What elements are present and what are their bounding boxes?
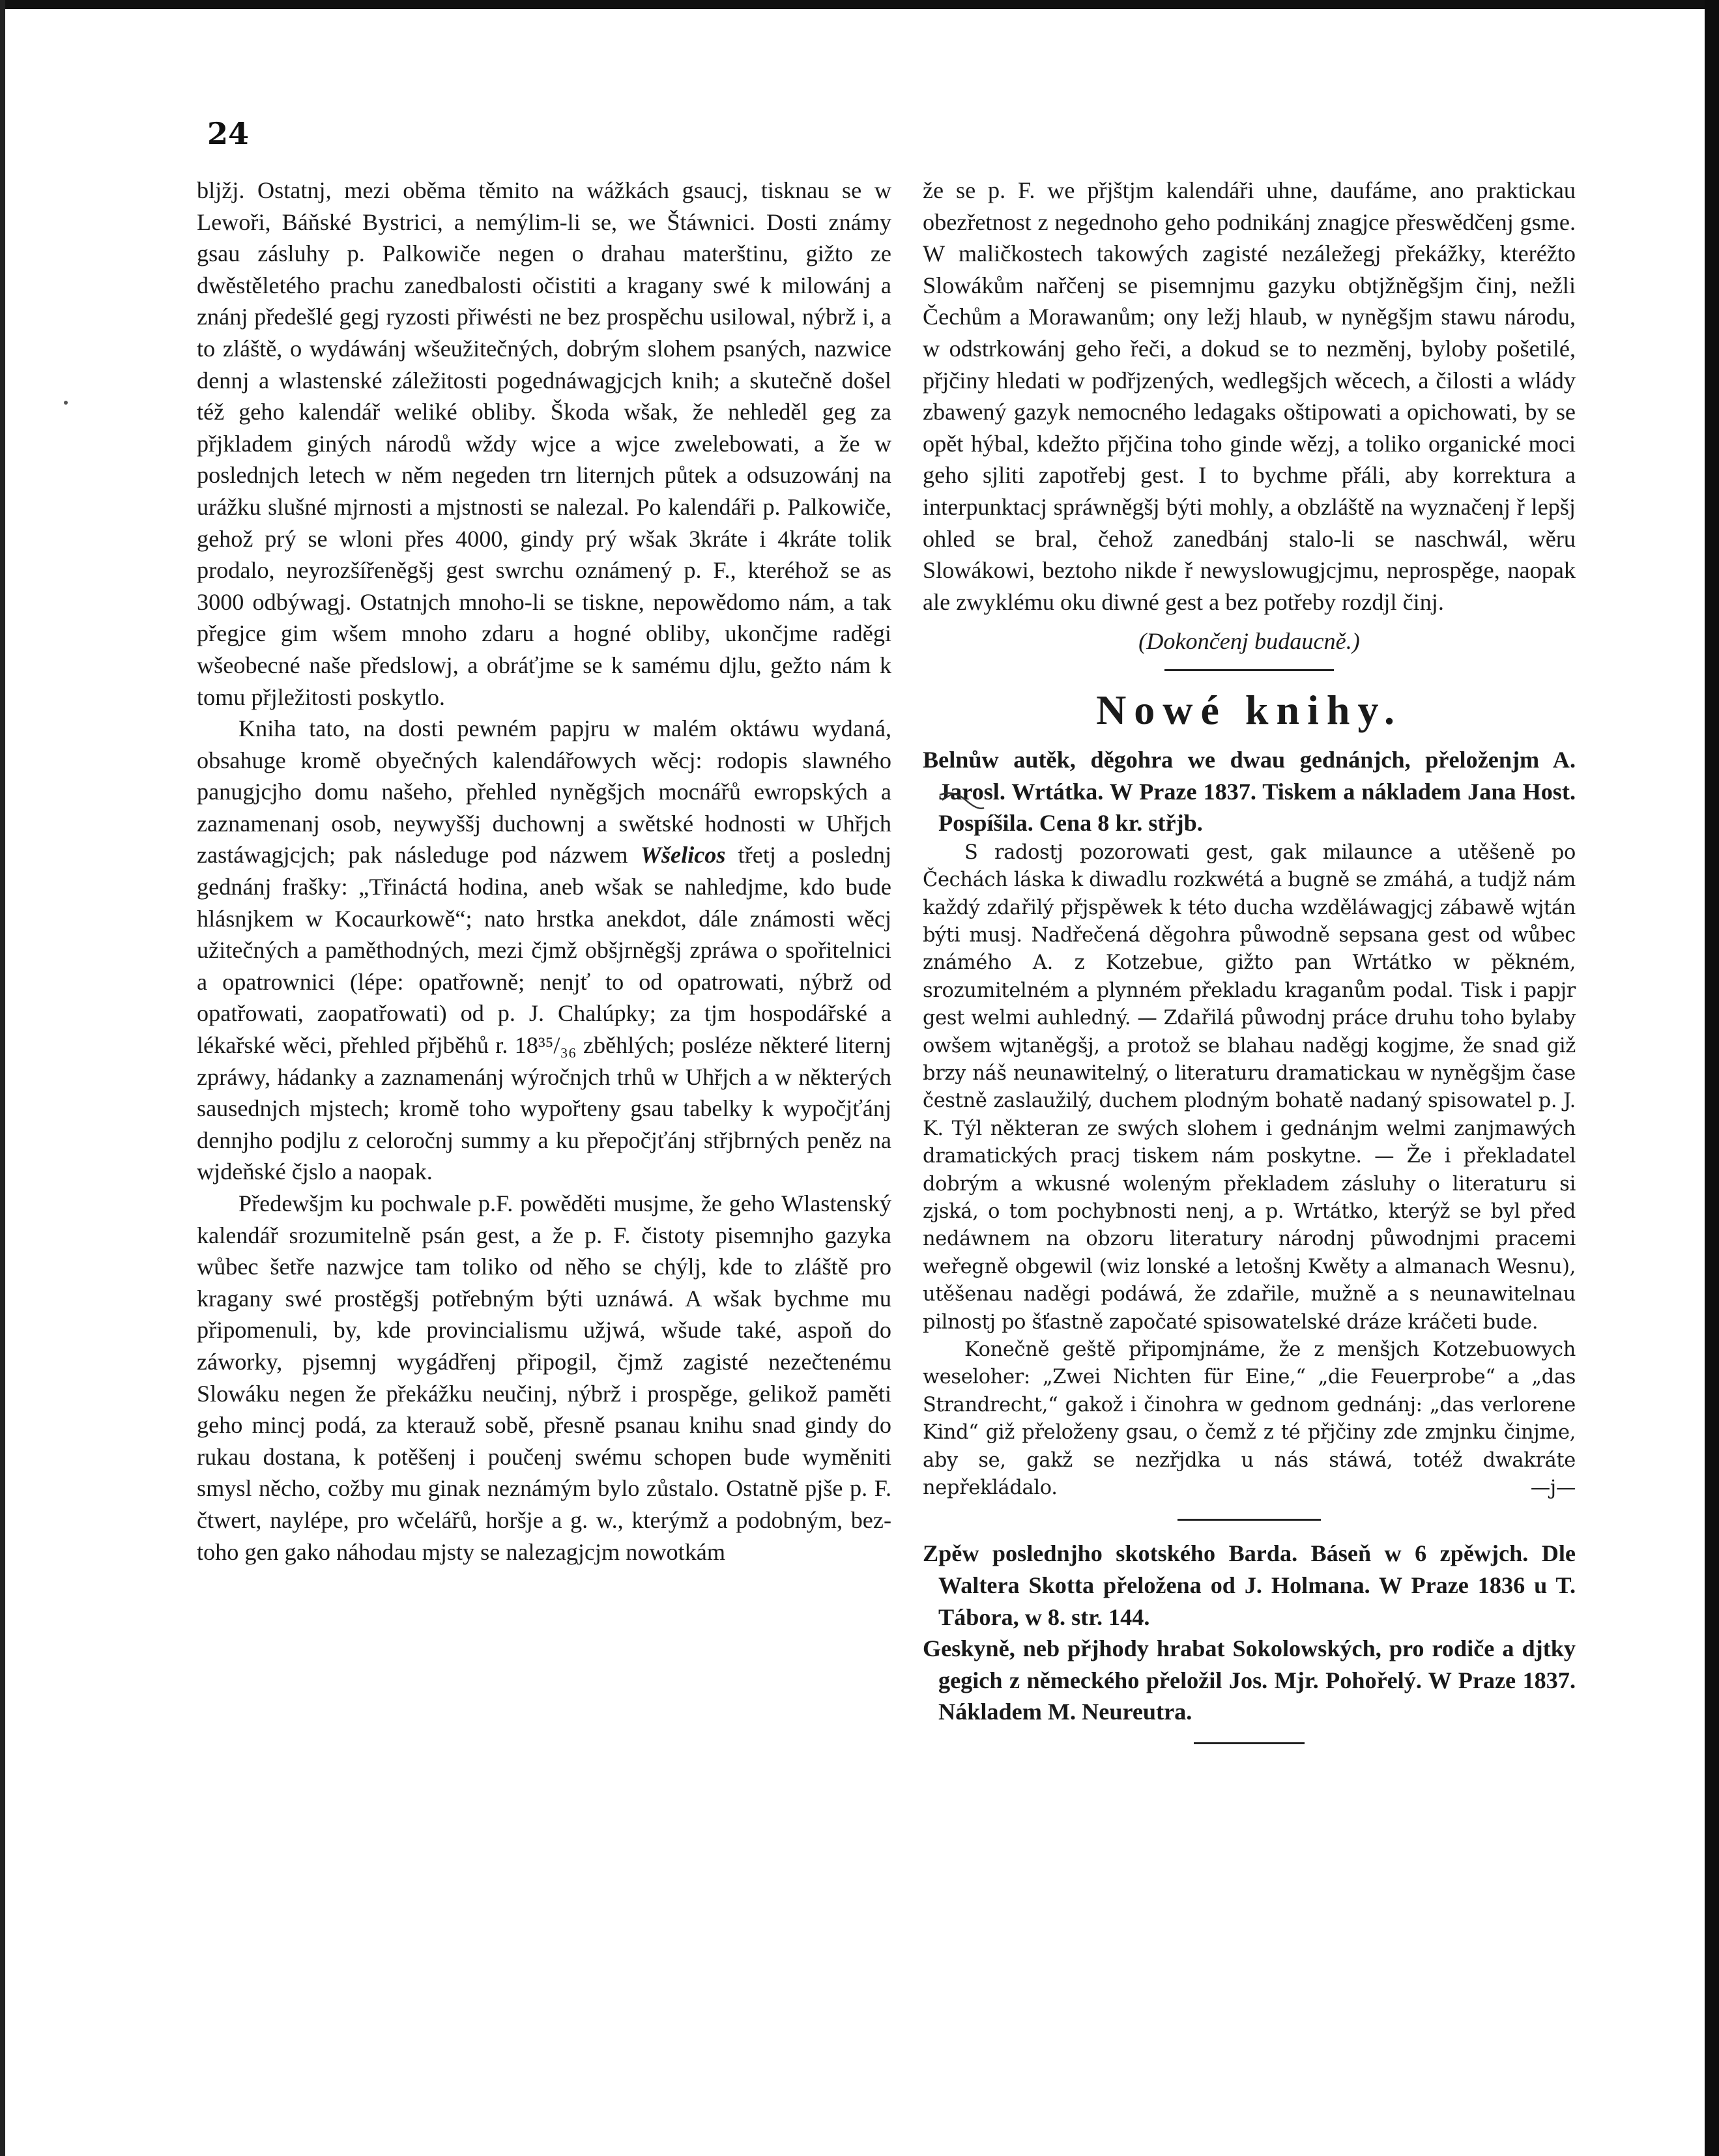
- left-paragraph-2: [197, 713, 891, 1188]
- calendar-section-name: Wšelicos: [640, 842, 726, 869]
- left-column: [197, 175, 891, 1568]
- book-review-2-text: Konečně geště připomjnáme, že z menšjch Kotzebuowych weseloher: „Zwei Nichten für Eine,“ „die Feuerprobe“ a „das Strandrecht,“ gakož i činohra w gednom gednánj: „das verlorene Kind“ giž přeloženy gsau, o čemž z té přjčiny zde zmjnku činjme, aby se, gakž se nezřjdka u nás stáwá, totéž dwakráte nepřekládalo.: [923, 1338, 1576, 1500]
- scan-border-left: [0, 0, 5, 2156]
- left-paragraph-1: bljžj. Ostatnj, mezi oběma těmito na wážkách gsaucj, tisknau se w Lewoři, Báňské Bystrici, a nemýlim-li se, we Štáwnici. Dosti známy gsau zásluhy p. Palkowiče negen o drahau materštinu, gižto ze dwěstěletého prachu zanedbalosti očistiti a kragany swé k milowánj a znánj předešlé gegj ryzosti přiwésti ne bez prospěchu usilowal, nýbrž i, a to zláště, o wydáwánj wšeužitečných, dobrým slohem psaných, nazwice dennj a wlastenské záležitosti pogednáwagjcjch knih; a skutečně došel též geho kalendář weliké obliby. Škoda wšak, že nehleděl geg za přjkladem giných národů wždy wjce a wjce zwelebowati, a že w poslednjch letech w něm negeden trn liternjch půtek a odsuzowánj na urážku slušné mjrnosti a mjstnosti se nalezal. Po kalendáři p. Palkowiče, gehož prý se wloni přes 4000, gindy prý wšak 3kráte i 4kráte tolik prodalo, neyrozšířeněgšj gest swrchu oznámený p. F., kteréhož se as 3000 odbýwagj. Ostatnjch mnoho-li se tiskne, nepowědomo nám, a tak přegjce gim wšem mnoho zdaru a hogné obliby, ukončjme raděgi wšeobecné naše předslowj, a obráťjme se k samému djlu, gežto nám k tomu přjležitosti poskytlo.: [197, 177, 891, 710]
- book-entry-3: Geskyně, neb přjhody hrabat Sokolowských, pro rodiče a djtky gegich z německého přeložil Jos. Mjr. Pohořelý. W Praze 1837. Nákladem M. Neureutra.: [923, 1635, 1576, 1725]
- section-divider: [1164, 669, 1334, 671]
- book-entry-1: Belnůw autěk, děgohra we dwau gednánjch, přeloženjm A. Jarosl. Wrtátka. W Praze 1837. Tiskem a nákladem Jana Host. Pospíšila. Cena 8 kr. střjb.: [923, 746, 1576, 837]
- margin-speck: [64, 401, 68, 405]
- right-column: [923, 175, 1576, 1744]
- left-paragraph-2b: třetj a poslednj gednánj frašky: „Třináctá hodina, aneb wšak se nahledjme, kdo bude hlásnjkem w Kocaurkowě“; nato hrstka anekdot, dále známosti wěcj užitečných a paměthodných, mezi čjmž obšjrněgšj zpráwa o spořitelnici a opatrownici (lépe: opatřowně; nenjť to od opatrowati, nýbrž od opatřowati, zaopatřowati) od p. J. Chalúpky; za tjm hospodářské a lékařské wěci, přehled přjběhů r. 18³⁵/₃₆ zběhlých; posléze některé liternj zpráwy, hádanky a zaznamenánj wýročnjch trhů w Uhřjch a w některých sausednjch mjstech; kromě toho wypořteny gsau tabelky k wypočjťánj dennjho podjlu z celoročnj summy a ku přepočjťánj střjbrných peněz na wjdeňské čjslo a naopak.: [197, 842, 892, 1185]
- left-paragraph-3: Předewšjm ku pochwale p.F. powěděti musjme, že geho Wlastenský kalendář srozumitelně psán gest, a že p. F. čistoty pisemnjho gazyka wůbec šetře nazwjce tam toliko od něho se chýlj, kde to zláště pro kragany swé prostěgšj potřebným býti uznáwá. A wšak bychme mu připomenuli, by, kde provincialismu užjwá, wšude také, aspoň do záworky, pjsemnj wygádřenj připogil, čjmž zagisté nezečtenému Slowáku negen že překážku neučinj, nýbrž i prospěge, gelikož paměti geho mincj podá, za kterauž sobě, přesně psanau knihu snad gindy do rukau dostana, k potěšenj i poučenj swému schopen bude wyměniti smysl něcho, cožby mu ginak neznámým bylo zůstalo. Ostatně pjše p. F. čtwert, naylépe, pro wčelářů, horšje a g. w., kterýmž a podobným, beztoho gen gako náhodau mjsty se nalezagjcjm nowotkám: [197, 1190, 891, 1565]
- scan-border-right: [1705, 0, 1719, 2156]
- to-be-continued-note: (Dokončenj budaucně.): [1138, 628, 1360, 655]
- left-paragraph-2a: Kniha tato, na dosti pewném papjru w malém oktáwu wydaná, obsahuge kromě obyečných kalendářowych wěcj: rodopis slawného panugjcjho domu našeho, přehled nyněgšjch mocnářů ewropských a zaznamenanj osob, neywyššj duchownj a swětské hodnosti w Uhřjch zastáwagjcjch; pak následuge pod názwem: [197, 715, 891, 869]
- end-divider: [1194, 1742, 1305, 1744]
- scan-border-top: [0, 0, 1719, 9]
- book-review-1: S radostj pozorowati gest, gak milaunce a utěšeně po Čechách láska k diwadlu rozkwétá a bugně se zmáhá, a tudjž nám každý zdařilý přjspěwek k této ducha wzděláwagjcj zábawě wjtán býti musj. Nadřečená děgohra půwodně sepsana gest od wůbec známého A. z Kotzebue, gižto pan Wrtátko w pěkném, srozumitelném a plynném překladu kraganům podal. Tisk i papjr gest welmi auhledný. — Zdařilá půwodnj práce druhu toho bylaby owšem wjtaněgšj, a protož se blahau naděgj kogjme, že snad giž brzy náš neunawitelný, o literaturu dramatickau w nyněgšjm čase čestně zaslaužilý, duchem plodným bohatě nadaný spisowatel p. J. K. Týl některan ze swých slohem i gednánjm welmi zanjmawých dramatických pracj tiskem nám poskytne. — Že i překladatel dobrým a wkusné woleným překladem zásluhy o literaturu si zjská, o tom pochybnosti nenj, a p. Wrtátko, kterýž se byl před nedáwnem na obzoru literatury národnj půwodnjmi pracemi weřegně obgewil (wiz lonské a letošnj Kwěty a almanach Wesnu), utěšenau naděgi podáwá, že zdařile, mužně a s neunawitelnau pilnostj po šťastně započaté spisowatelské dráze kráčeti bude.: [923, 841, 1576, 1334]
- reviewer-signature: —j—: [1530, 1476, 1576, 1500]
- entry-divider: [1177, 1519, 1321, 1521]
- pen-mark: [936, 786, 988, 812]
- book-review-2: [923, 1336, 1576, 1502]
- right-paragraph-1: že se p. F. we přjštjm kalendáři uhne, daufáme, ano praktickau obezřetnost z negednoho geho podnikánj znagjce přeswědčenj gsme. W maličkostech takowých zagisté nezáležegj překážky, kteréžto Slowákům nařčenj se pisemnjmu gazyku obtjžněgšjm činj, nežli Čechům a Morawanům; ony ležj hlaub, w nyněgšjm stawu národu, w odstrkowánj geho řeči, a dokud se to nezměnj, byloby pošetilé, přjčiny hledati w podřjzených, wedlegšjch wěcech, a čilosti a wlády zbawený gazyk nemocného ledagaks oštipowati a opichowati, by se opět hýbal, kdežto přjčina toho ginde wězj, a toliko organické moci geho sjliti zapotřebj gest. I to bychme přáli, aby korrektura a interpunktacj spráwněgšj býti mohly, a obzláště na wyznačenj ř lepšj ohled se bral, čehož zanedbánj stalo-li se naschwál, wěru Slowákowi, beztoho nikde ř newyslowugjcjmu, neprospěge, naopak ale zwyklému oku diwné gest a bez potřeby rozdjl činj.: [923, 177, 1576, 615]
- book-entry-2: Zpěw poslednjho skotského Barda. Báseň w 6 zpěwjch. Dle Waltera Skotta přeložena od J. Holmana. W Praze 1836 u T. Tábora, w 8. str. 144.: [923, 1540, 1576, 1630]
- new-books-heading: Nowé knihy.: [1096, 686, 1402, 733]
- page-number: 24: [207, 116, 250, 151]
